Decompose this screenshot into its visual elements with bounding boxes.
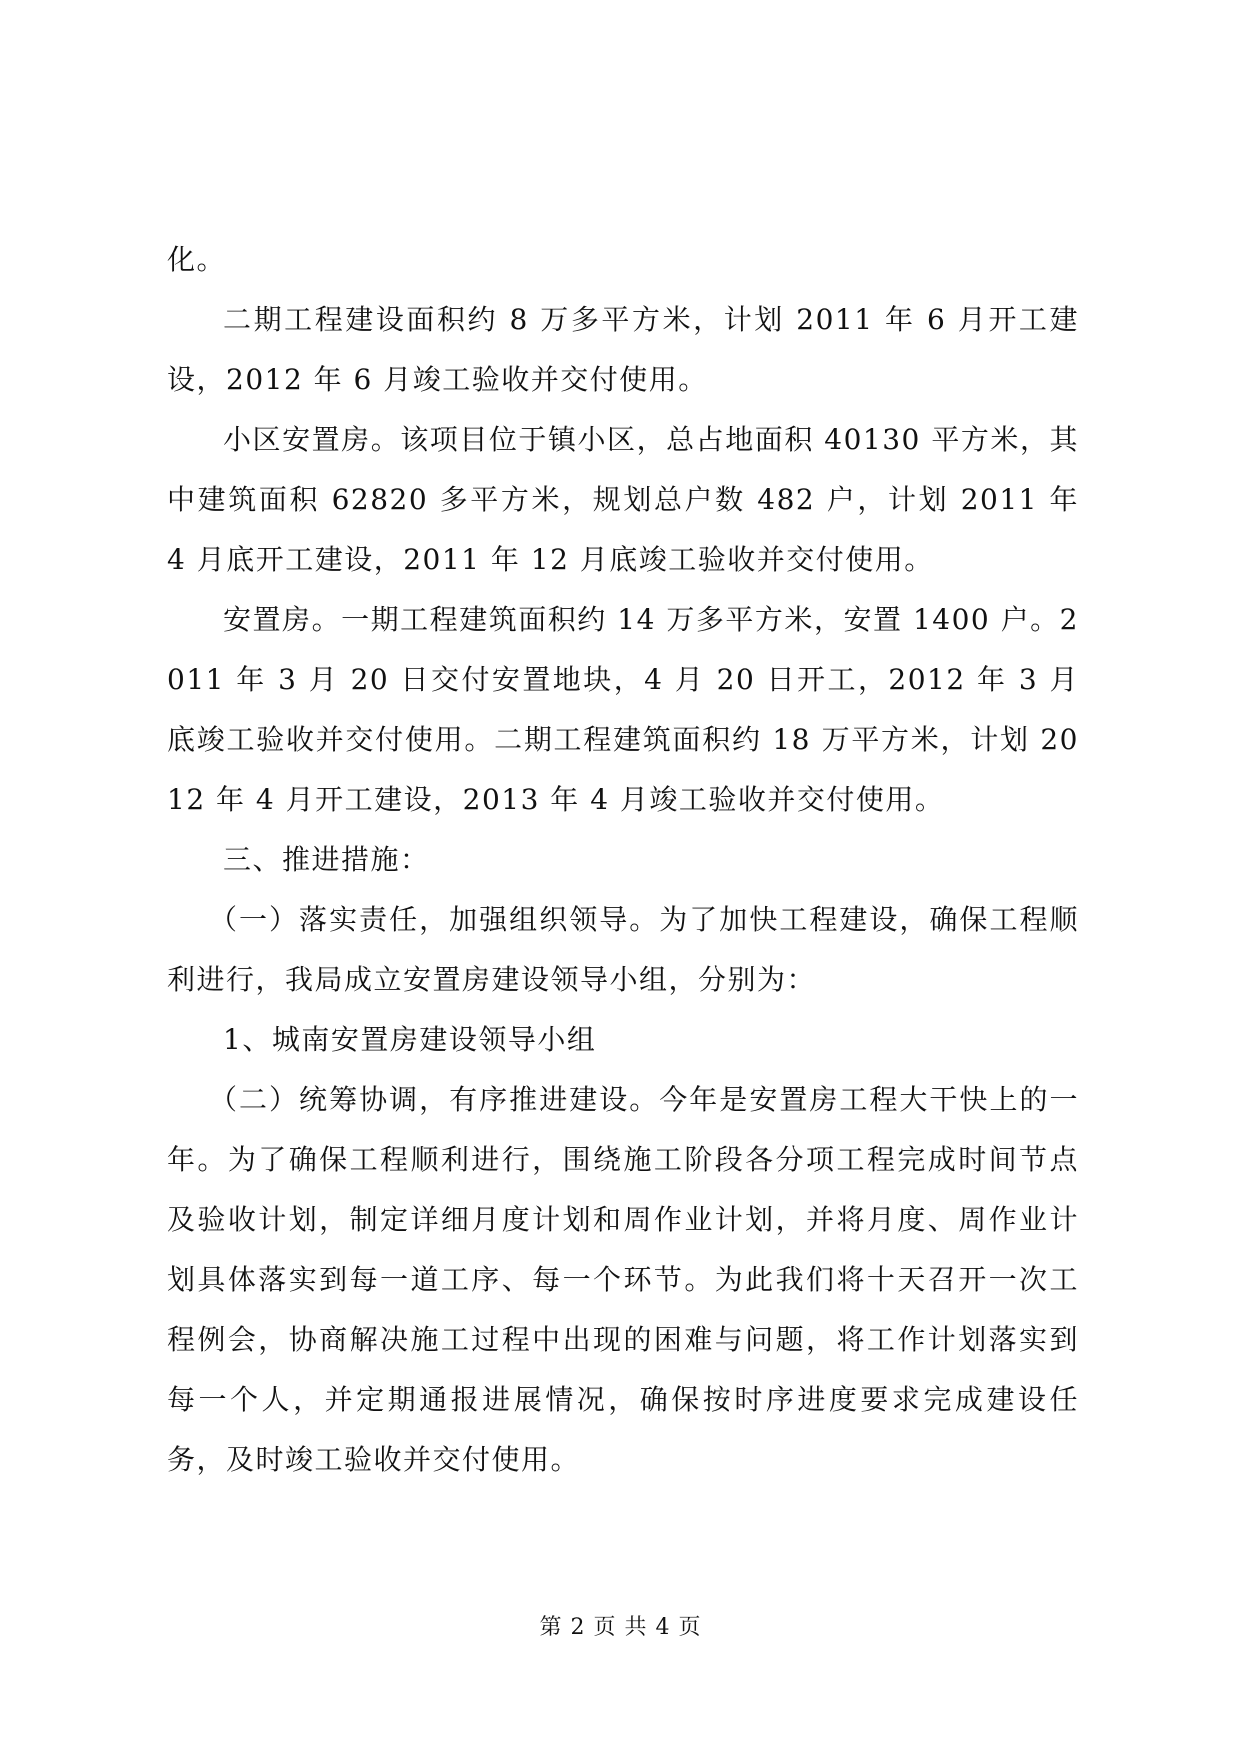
paragraph-measure-two: （二）统筹协调，有序推进建设。今年是安置房工程大干快上的一年。为了确保工程顺利进行，围绕施工阶段各分项工程完成时间节点及验收计划，制定详细月度计划和周作业计划，并将月度、周作业计划具体落实到每一道工序、每一个环节。为此我们将十天召开一次工程例会，协商解决施工过程中出现的困难与问题，将工作计划落实到每一个人，并定期通报进展情况，确保按时序进度要求完成建设任务，及时竣工验收并交付使用。 (167, 1083, 1079, 1476)
paragraph-resettlement-housing: 安置房。一期工程建筑面积约 14 万多平方米，安置 1400 户。2011 年 3 月 20 日交付安置地块，4 月 20 日开工，2012 年 3 月底竣工验收并交付使用。二期工程建筑面积约 18 万平方米，计划 2012 年 4 月开工建设，2013 年 4 月竣工验收并交付使用。 (167, 603, 1079, 816)
list-item-leading-group: 1、城南安置房建设领导小组 (223, 1023, 597, 1056)
section-heading-measures: 三、推进措施： (223, 843, 430, 876)
paragraph-community-housing: 小区安置房。该项目位于镇小区，总占地面积 40130 平方米，其中建筑面积 62820 多平方米，规划总户数 482 户，计划 2011 年 4 月底开工建设，2011 年 12 月底竣工验收并交付使用。 (167, 423, 1079, 576)
page-number-footer: 第 2 页 共 4 页 (539, 1615, 702, 1640)
document-body (167, 230, 1079, 1490)
paragraph-phase-two: 二期工程建设面积约 8 万多平方米，计划 2011 年 6 月开工建设，2012 年 6 月竣工验收并交付使用。 (167, 303, 1079, 396)
paragraph-continuation: 化。 (167, 243, 227, 276)
paragraph-measure-one: （一）落实责任，加强组织领导。为了加快工程建设，确保工程顺利进行，我局成立安置房建设领导小组，分别为： (167, 903, 1079, 996)
